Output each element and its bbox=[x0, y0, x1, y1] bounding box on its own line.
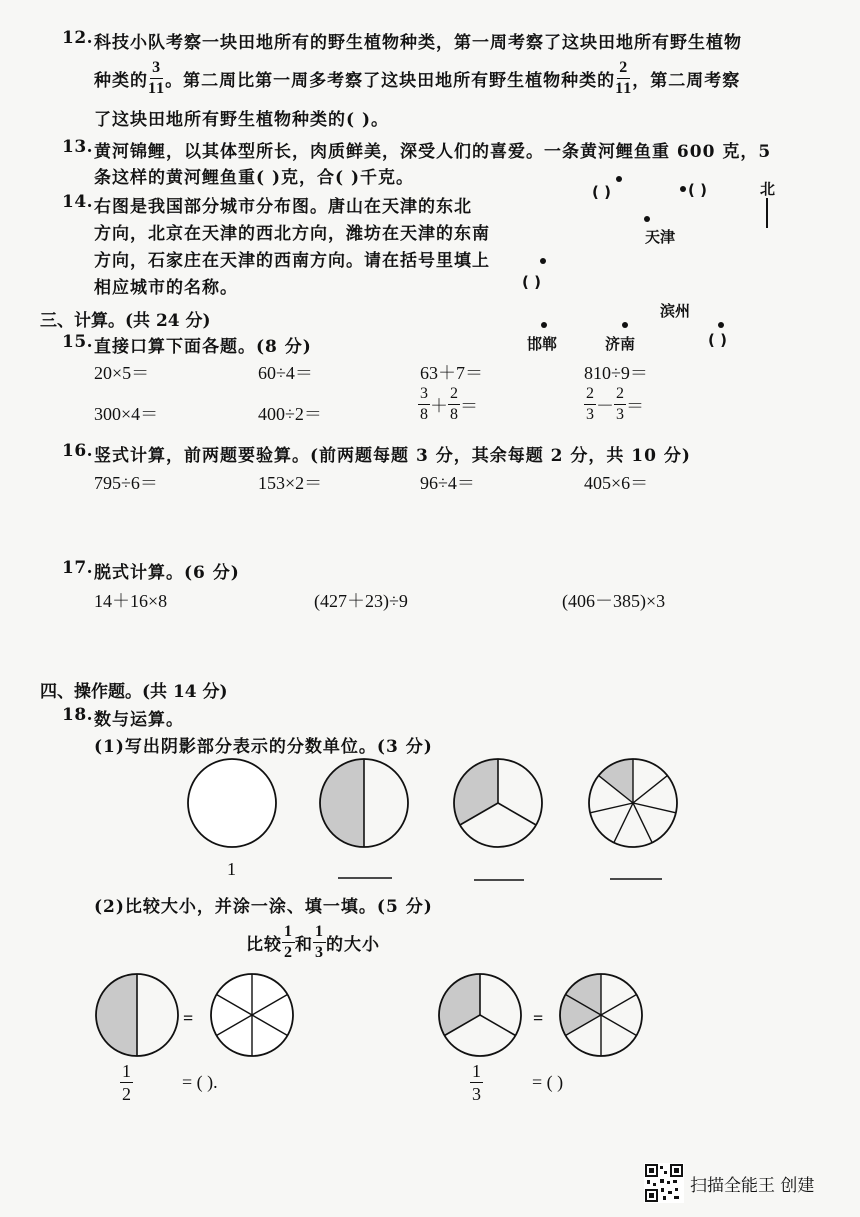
q15-item-3: 63＋7＝ bbox=[420, 363, 483, 383]
q14-line4: 相应城市的名称。 bbox=[94, 278, 238, 298]
q18-number: 18. bbox=[62, 705, 94, 725]
q14-number: 14. bbox=[62, 192, 94, 212]
q16-number: 16. bbox=[62, 441, 94, 461]
q16-item-4: 405×6＝ bbox=[584, 473, 649, 493]
q12-line2 bbox=[94, 60, 740, 97]
frac-third-title: $\frac{1}{3}$ bbox=[315, 923, 324, 961]
section-3-title: 三、计算。(共 24 分) bbox=[40, 311, 211, 331]
q17-number: 17. bbox=[62, 558, 94, 578]
circle-whole bbox=[188, 759, 276, 847]
equals-sign: ＝ bbox=[626, 395, 644, 416]
compare-title bbox=[246, 924, 380, 961]
circle-third-shaded bbox=[439, 974, 521, 1056]
circle-thirds bbox=[454, 759, 542, 847]
compare-text-a: 比较 bbox=[246, 935, 282, 955]
q12-number: 12. bbox=[62, 28, 94, 48]
fraction-circles-part1 bbox=[0, 755, 860, 895]
blank-half[interactable]: = ( ). bbox=[182, 1072, 218, 1092]
q16-item-3: 96÷4＝ bbox=[420, 473, 475, 493]
qr-code-icon bbox=[644, 1163, 684, 1203]
q15-item-6: 400÷2＝ bbox=[258, 404, 322, 424]
q15-item-8 bbox=[584, 386, 644, 423]
q12-line1: 科技小队考察一块田地所有的野生植物种类，第一周考察了这块田地所有野生植物 bbox=[94, 33, 742, 53]
frac-third-bottom: $\frac{1}{3}$ bbox=[472, 1061, 481, 1104]
q12-text-a: 种类的 bbox=[94, 71, 148, 91]
q13-line1: 黄河锦鲤，以其体型所长，肉质鲜美，深受人们的喜爱。一条黄河鲤鱼重 600 克，5 bbox=[94, 142, 772, 162]
q17-title: 脱式计算。(6 分) bbox=[94, 563, 240, 583]
city-dot-jinan bbox=[622, 322, 628, 328]
city-dot-handan bbox=[541, 322, 547, 328]
footer-watermark: 扫描全能王 创建 bbox=[690, 1176, 815, 1196]
q15-item-4: 810÷9＝ bbox=[584, 363, 648, 383]
equals-sign: ＝ bbox=[460, 395, 478, 416]
frac-half-bottom: $\frac{1}{2}$ bbox=[122, 1061, 131, 1104]
q15-item-5: 300×4＝ bbox=[94, 404, 159, 424]
q15-item-1: 20×5＝ bbox=[94, 363, 150, 383]
city-dot-southeast bbox=[718, 322, 724, 328]
q18-part2: (2)比较大小，并涂一涂、填一填。(5 分) bbox=[94, 897, 433, 917]
answer-whole: 1 bbox=[227, 859, 236, 879]
q16-item-2: 153×2＝ bbox=[258, 473, 323, 493]
minus-sign: － bbox=[596, 395, 614, 416]
q16-title: 竖式计算，前两题要验算。(前两题每题 3 分，其余每题 2 分，共 10 分) bbox=[94, 446, 691, 466]
frac-half-title: $\frac{1}{2}$ bbox=[284, 923, 293, 961]
blank-third[interactable]: = ( ) bbox=[532, 1072, 564, 1092]
circle-half-shaded bbox=[96, 974, 178, 1056]
circle-sevenths bbox=[589, 759, 677, 847]
q17-item-2: (427＋23)÷9 bbox=[314, 591, 408, 611]
q12-text-b: 。第二周比第一周多考察了这块田地所有野生植物种类的 bbox=[165, 71, 616, 91]
frac-2-3-a: $\frac{2}{3}$ bbox=[586, 385, 594, 423]
q15-number: 15. bbox=[62, 332, 94, 352]
tianjin-label: 天津 bbox=[645, 228, 676, 246]
map-blank-northwest[interactable]: ( ) bbox=[592, 183, 611, 201]
q14-line3: 方向，石家庄在天津的西南方向。请在括号里填上 bbox=[94, 251, 490, 271]
q15-item-2: 60÷4＝ bbox=[258, 363, 313, 383]
frac-3-8: $\frac{3}{8}$ bbox=[420, 385, 428, 423]
equals-right: = bbox=[533, 1008, 544, 1028]
q16-item-1: 795÷6＝ bbox=[94, 473, 158, 493]
north-arrow-icon bbox=[766, 198, 768, 228]
q12-frac1: $\frac{3}{11}$ bbox=[148, 59, 166, 97]
compare-text-c: 的大小 bbox=[326, 935, 380, 955]
q12-text-c: ，第二周考察 bbox=[632, 71, 741, 91]
q13-line2[interactable]: 条这样的黄河鲤鱼重( )克，合( )千克。 bbox=[94, 168, 415, 188]
city-dot-northeast bbox=[680, 186, 686, 192]
section-4-title: 四、操作题。(共 14 分) bbox=[40, 682, 228, 702]
q15-title: 直接口算下面各题。(8 分) bbox=[94, 337, 312, 357]
compare-text-b: 和 bbox=[295, 935, 313, 955]
q14-line1: 右图是我国部分城市分布图。唐山在天津的东北 bbox=[94, 197, 472, 217]
binzhou-label: 滨州 bbox=[660, 302, 691, 320]
handan-label: 邯郸 bbox=[527, 335, 558, 353]
city-dot-tianjin bbox=[644, 216, 650, 222]
q18-title: 数与运算。 bbox=[94, 710, 184, 730]
q17-item-1: 14＋16×8 bbox=[94, 591, 168, 611]
frac-2-8: $\frac{2}{8}$ bbox=[450, 385, 458, 423]
jinan-label: 济南 bbox=[605, 335, 636, 353]
q12-frac2: $\frac{2}{11}$ bbox=[615, 59, 633, 97]
north-label: 北 bbox=[760, 180, 776, 198]
frac-2-3-b: $\frac{2}{3}$ bbox=[616, 385, 624, 423]
q14-line2: 方向，北京在天津的西北方向，潍坊在天津的东南 bbox=[94, 224, 490, 244]
map-blank-southeast[interactable]: ( ) bbox=[708, 331, 727, 349]
city-dot-northwest bbox=[616, 176, 622, 182]
city-dot-southwest bbox=[540, 258, 546, 264]
circle-sixths-right[interactable] bbox=[560, 974, 642, 1056]
plus-sign: ＋ bbox=[430, 395, 448, 416]
q13-number: 13. bbox=[62, 137, 94, 157]
q17-item-3: (406－385)×3 bbox=[562, 591, 666, 611]
q15-item-7 bbox=[418, 386, 478, 423]
circle-sixths-left[interactable] bbox=[211, 974, 293, 1056]
q12-line3[interactable]: 了这块田地所有野生植物种类的( )。 bbox=[94, 110, 390, 130]
circle-halves bbox=[320, 759, 408, 847]
map-blank-southwest[interactable]: ( ) bbox=[522, 273, 541, 291]
map-blank-northeast[interactable]: ( ) bbox=[688, 181, 707, 199]
equals-left: = bbox=[183, 1008, 194, 1028]
q18-part1: (1)写出阴影部分表示的分数单位。(3 分) bbox=[94, 737, 433, 757]
